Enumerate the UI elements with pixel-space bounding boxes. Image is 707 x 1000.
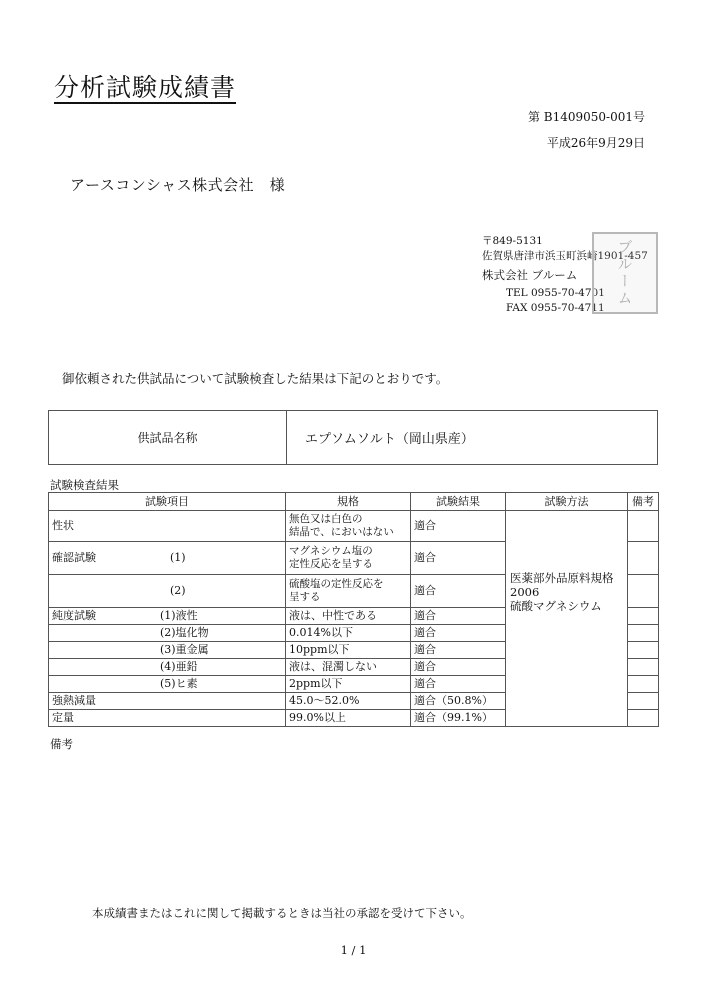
header-method: 試験方法: [506, 493, 628, 511]
result-cell: 適合: [411, 542, 506, 575]
test-item-cell: [49, 693, 286, 710]
document-number: 第 B1409050-001号: [527, 110, 645, 124]
spec-cell: 液は、混濁しない: [286, 659, 411, 676]
spec-line-2: 結晶で、においはない: [289, 526, 394, 538]
results-header-row: [49, 493, 659, 511]
spec-cell: [286, 575, 411, 608]
spec-line-1: 無色又は白色の: [289, 512, 363, 525]
document-title: 分析試験成績書: [54, 73, 237, 102]
spec-cell: [286, 542, 411, 575]
remarks-label: 備考: [50, 737, 73, 751]
sample-name-value: エプソムソルト（岡山県産）: [305, 432, 474, 447]
header-result: 試験結果: [411, 493, 506, 511]
results-section-label: 試験検査結果: [50, 478, 119, 492]
remarks-cell: [628, 542, 659, 575]
issuer-postal: 〒849-5131: [482, 235, 543, 247]
test-sub-item: ヒ素: [175, 677, 198, 691]
spec-line-1: 硫酸塩の定性反応を: [289, 577, 384, 590]
spec-cell: 10ppm以下: [286, 642, 411, 659]
test-item-cell: [49, 511, 286, 542]
spec-line-2: 定性反応を呈する: [289, 558, 373, 570]
test-sub-item: 塩化物: [175, 626, 209, 640]
test-item-cell: [49, 575, 286, 608]
test-item: 性状: [52, 519, 74, 533]
spec-cell: 45.0～52.0%: [286, 693, 411, 710]
sample-name-box: [48, 410, 658, 465]
sample-name-label: 供試品名称: [49, 411, 287, 464]
test-sub-item: 液性: [175, 609, 198, 623]
test-sub-number: (2): [160, 626, 176, 640]
test-item: 確認試験: [52, 551, 96, 565]
result-cell: 適合: [411, 642, 506, 659]
test-sub-number: (1): [160, 609, 176, 623]
remarks-cell: [628, 693, 659, 710]
issuer-address: 佐賀県唐津市浜玉町浜崎1901-457: [482, 250, 648, 263]
footer-note: 本成績書またはこれに関して掲載するときは当社の承認を受けて下さい。: [92, 906, 472, 920]
spec-cell: 99.0%以上: [286, 710, 411, 727]
recipient-name: アースコンシャス株式会社 様: [70, 176, 286, 194]
spec-cell: 0.014%以下: [286, 625, 411, 642]
page-number: 1 / 1: [340, 943, 367, 957]
result-cell: 適合（99.1%）: [411, 710, 506, 727]
test-item: 定量: [52, 711, 74, 725]
method-cell-top: [506, 511, 628, 542]
test-sub-item: 重金属: [175, 643, 209, 657]
result-cell: 適合: [411, 608, 506, 625]
issuer-fax: FAX 0955-70-4711: [506, 302, 605, 315]
spec-line-1: マグネシウム塩の: [289, 544, 373, 557]
test-item-cell: [49, 608, 286, 625]
test-item-cell: [49, 642, 286, 659]
test-item-cell: [49, 659, 286, 676]
test-sub-number: (2): [170, 584, 186, 598]
test-item-cell: [49, 625, 286, 642]
result-cell: 適合: [411, 676, 506, 693]
result-cell: 適合: [411, 625, 506, 642]
test-item: 強熱減量: [52, 694, 96, 708]
seal-text: ブルーム: [615, 239, 634, 307]
results-table: [48, 492, 659, 727]
table-row: [49, 511, 659, 542]
spec-cell: [286, 511, 411, 542]
test-item: 純度試験: [52, 609, 96, 623]
spec-line-2: 呈する: [289, 591, 321, 603]
method-cell: [506, 570, 628, 727]
remarks-cell: [628, 710, 659, 727]
table-row: [49, 575, 659, 608]
test-method: 医薬部外品原料規格 2006 硫酸マグネシウム: [510, 570, 614, 614]
test-sub-item: 亜鉛: [175, 660, 198, 674]
test-sub-number: (4): [160, 660, 176, 674]
test-sub-number: (1): [170, 551, 186, 565]
remarks-cell: [628, 608, 659, 625]
spec-cell: 液は、中性である: [286, 608, 411, 625]
intro-text: 御依頼された供試品について試験検査した結果は下記のとおりです。: [62, 371, 449, 386]
test-item-cell: [49, 542, 286, 575]
test-item-cell: [49, 676, 286, 693]
header-spec: 規格: [286, 493, 411, 511]
company-seal-stamp: [592, 232, 658, 314]
remarks-cell: [628, 625, 659, 642]
remarks-cell: [628, 575, 659, 608]
remarks-cell: [628, 676, 659, 693]
spec-cell: 2ppm以下: [286, 676, 411, 693]
remarks-cell: [628, 642, 659, 659]
issuer-company: 株式会社 ブルーム: [482, 268, 578, 283]
result-cell: 適合: [411, 511, 506, 542]
result-cell: 適合: [411, 659, 506, 676]
test-item-cell: [49, 710, 286, 727]
result-cell: 適合: [411, 575, 506, 608]
remarks-cell: [628, 659, 659, 676]
result-cell: 適合（50.8%）: [411, 693, 506, 710]
document-date: 平成26年9月29日: [546, 136, 645, 150]
header-remarks: 備考: [628, 493, 659, 511]
remarks-cell: [628, 511, 659, 542]
header-test-item: 試験項目: [49, 493, 286, 511]
test-sub-number: (3): [160, 643, 176, 657]
test-sub-number: (5): [160, 677, 176, 691]
issuer-tel: TEL 0955-70-4701: [506, 287, 605, 300]
